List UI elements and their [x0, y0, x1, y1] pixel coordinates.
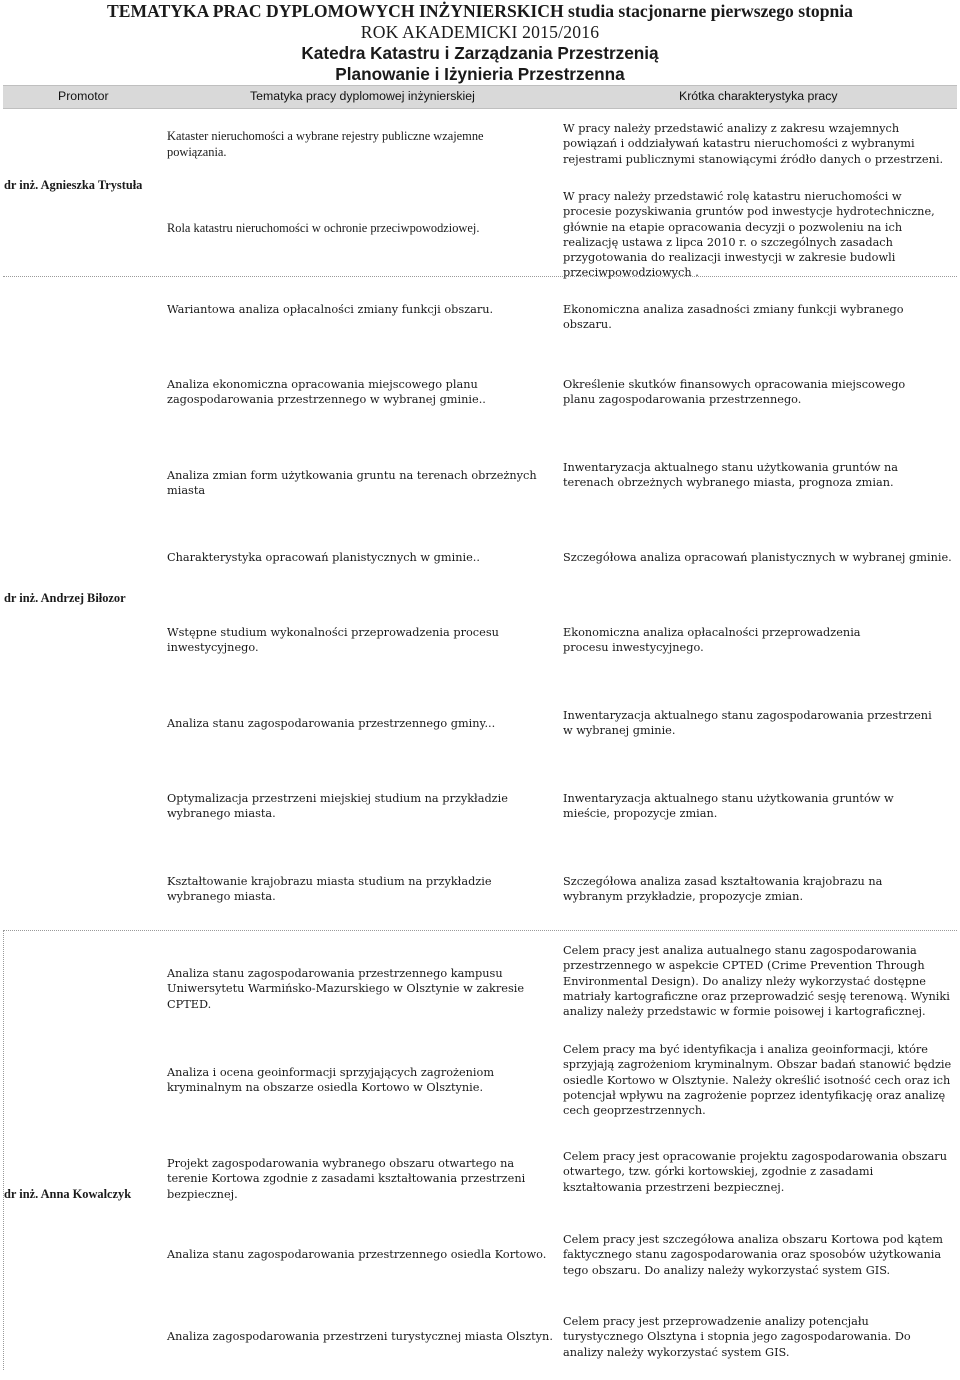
- thesis-topic: Optymalizacja przestrzeni miejskiej studium na przykładzie wybranego miasta.: [167, 792, 508, 821]
- thesis-description: Inwentaryzacja aktualnego stanu zagospodarowania przestrzeni w wybranej gminie.: [563, 709, 932, 738]
- thesis-description: Celem pracy jest przeprowadzenie analizy potencjału turystycznego Olsztyna i stopnia jego zagospodarowania. Do analizy należy wykorzystać system GIS.: [563, 1315, 911, 1359]
- thesis-description: Celem pracy ma być identyfikacja i analiza geoinformacji, które sprzyjają zagrożeniom kryminalnym. Obszar badań stanowić będzie osiedle Kortowo w Olsztynie. Należy określić isotność cech oraz ich potencjał wpływu na zagrożenie poprzez identyfikację oraz analizę cech geoprzestrzennych.: [563, 1043, 952, 1118]
- thesis-description: Ekonomiczna analiza zasadności zmiany funkcji wybranego obszaru.: [563, 303, 904, 332]
- thesis-topic: Analiza stanu zagospodarowania przestrzennego gminy...: [167, 717, 496, 730]
- column-header-tematyka: Tematyka pracy dyplomowej inżynierskiej: [250, 89, 475, 103]
- thesis-topic: Analiza stanu zagospodarowania przestrzennego osiedla Kortowo.: [167, 1248, 547, 1261]
- thesis-topic: Wariantowa analiza opłacalności zmiany funkcji obszaru.: [167, 303, 494, 316]
- table-border: [3, 930, 4, 1370]
- column-header-row: [3, 85, 957, 109]
- thesis-topic: Kataster nieruchomości a wybrane rejestry publiczne wzajemne powiązania.: [167, 129, 484, 159]
- thesis-description: Szczegółowa analiza opracowań planistycznych w wybranej gminie.: [563, 551, 952, 564]
- thesis-description: Inwentaryzacja aktualnego stanu użytkowania gruntów na terenach obrzeżnych wybranego miasta, prognoza zmian.: [563, 461, 899, 490]
- thesis-topic: Kształtowanie krajobrazu miasta studium na przykładzie wybranego miasta.: [167, 875, 492, 904]
- thesis-description: W pracy należy przedstawić analizy z zakresu wzajemnych powiązań i oddziaływań katastru nieruchomości z wybranymi rejestrami publicznymi stanowiącymi źródło danych o przestrzeni.: [563, 122, 944, 166]
- thesis-description: Inwentaryzacja aktualnego stanu użytkowania gruntów w mieście, propozycje zmian.: [563, 792, 894, 821]
- thesis-topic: Analiza i ocena geoinformacji sprzyjających zagrożeniom kryminalnym na obszarze osiedla Kortowo w Olsztynie.: [167, 1066, 495, 1095]
- academic-year: ROK AKADEMICKI 2015/2016: [360, 22, 600, 42]
- promotor-name: dr inż. Andrzej Biłozor: [4, 591, 126, 605]
- thesis-description: Celem pracy jest opracowanie projektu zagospodarowania obszaru otwartego, tzw. górki kortowskiej, zgodnie z zasadami kształtowania przestrzeni bezpiecznej.: [563, 1150, 947, 1194]
- thesis-description: Celem pracy jest analiza autualnego stanu zagospodarowania przestrzennego w aspekcie CPTED (Crime Prevention Through Environmental Design). Do analizy nleży wykorzystać dostępne matriały kartograficzne oraz przeprowadzić sesję terenową. Wyniki analizy należy przedstawic w formie poisowej i kartograficznej.: [563, 944, 950, 1019]
- thesis-topic: Wstępne studium wykonalności przeprowadzenia procesu inwestycyjnego.: [167, 626, 499, 655]
- thesis-topic: Projekt zagospodarowania wybranego obszaru otwartego na terenie Kortowa zgodnie z zasadami kształtowania przestrzeni bezpiecznej.: [167, 1157, 526, 1201]
- thesis-topic: Rola katastru nieruchomości w ochronie przeciwpowodziowej.: [167, 221, 480, 235]
- thesis-description: Celem pracy jest szczegółowa analiza obszaru Kortowa pod kątem faktycznego stanu zagospodarowania oraz sposobów użytkowania tego obszaru. Do analizy należy wykorzystać system GIS.: [563, 1233, 944, 1277]
- thesis-description: Określenie skutków finansowych opracowania miejscowego planu zagospodarowania przestrzennego.: [563, 378, 906, 407]
- document-title: TEMATYKA PRAC DYPLOMOWYCH INŻYNIERSKICH studia stacjonarne pierwszego stopnia: [107, 1, 853, 21]
- department-name: Katedra Katastru i Zarządzania Przestrzenią: [301, 43, 659, 63]
- column-header-opis: Krótka charakterystyka pracy: [679, 89, 838, 103]
- thesis-description: Szczegółowa analiza zasad kształtowania krajobrazu na wybranym przykładzie, propozycje zmian.: [563, 875, 883, 904]
- thesis-description: Ekonomiczna analiza opłacalności przeprowadzenia procesu inwestycyjnego.: [563, 626, 861, 655]
- thesis-topic: Charakterystyka opracowań planistycznych w gminie..: [167, 551, 480, 564]
- thesis-description: W pracy należy przedstawić rolę katastru nieruchomości w procesie pozyskiwania gruntów pod inwestycje hydrotechniczne, głównie na etapie opracowania decyzji o pozwoleniu na ich realizację ustawa z lipca 2010 r. o szczególnych zasadach przygotowania do realizacji inwestycji w zakresie budowli przeciwpowodziowych .: [563, 190, 935, 280]
- thesis-topic: Analiza zagospodarowania przestrzeni turystycznej miasta Olsztyn.: [167, 1330, 553, 1343]
- group-divider: [3, 930, 957, 931]
- promotor-name: dr inż. Agnieszka Trystuła: [4, 178, 143, 192]
- thesis-topic: Analiza stanu zagospodarowania przestrzennego kampusu Uniwersytetu Warmińsko-Mazurskiego w Olsztynie w zakresie CPTED.: [167, 967, 525, 1011]
- column-header-promotor: Promotor: [58, 89, 109, 103]
- promotor-name: dr inż. Anna Kowalczyk: [4, 1187, 132, 1201]
- thesis-topic: Analiza ekonomiczna opracowania miejscowego planu zagospodarowania przestrzennego w wybranej gminie..: [167, 378, 486, 407]
- thesis-topic: Analiza zmian form użytkowania gruntu na terenach obrzeżnych miasta: [167, 469, 537, 498]
- field-of-study: Planowanie i Iżynieria Przestrzenna: [335, 64, 625, 84]
